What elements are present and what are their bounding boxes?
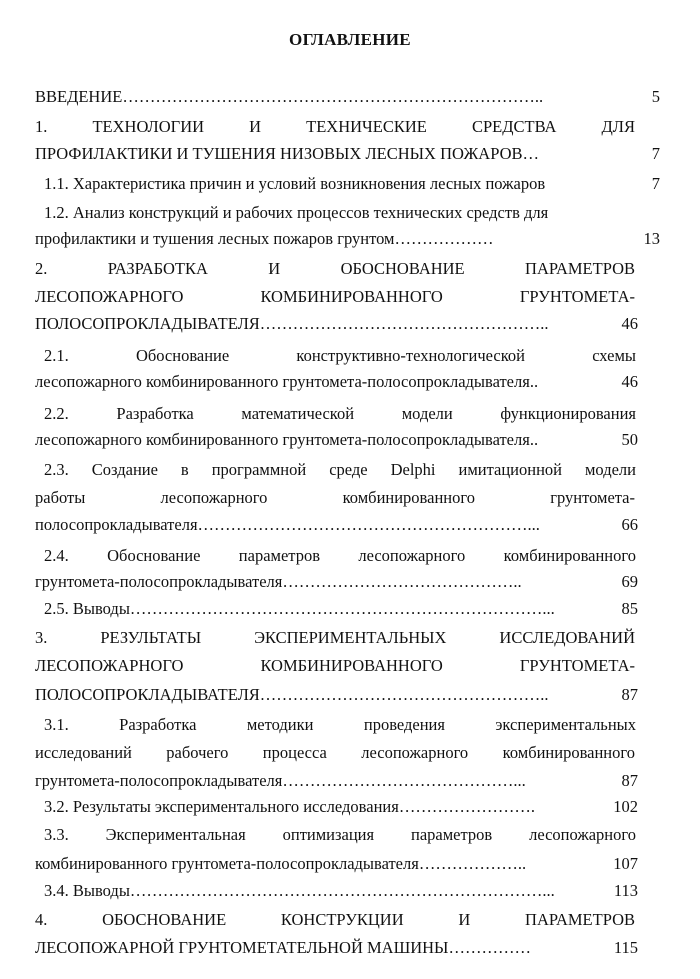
toc-entry-3-1-line2: исследований рабочего процесса лесопожарного комбинированного: [35, 743, 635, 762]
toc-entry-2-1-line1: 2.1. Обоснование конструктивно-технологической схемы: [44, 346, 636, 365]
toc-entry-ch1-line1: 1. ТЕХНОЛОГИИ И ТЕХНИЧЕСКИЕ СРЕДСТВА ДЛЯ: [35, 117, 635, 136]
toc-entry-2-5: 2.5. Выводы…………………………………………………………………...: [44, 599, 555, 618]
toc-entry-3-3-line2: комбинированного грунтомета-полосопрокладывателя………………..: [35, 854, 527, 873]
toc-entry-2-3-line2: работы лесопожарного комбинированного грунтомета-: [35, 488, 635, 507]
toc-entry-ch4-line2: ЛЕСОПОЖАРНОЙ ГРУНТОМЕТАТЕЛЬНОЙ МАШИНЫ……………: [35, 938, 531, 957]
toc-page-intro: 5: [651, 87, 660, 106]
toc-entry-3-4: 3.4. Выводы…………………………………………………………………...: [44, 881, 555, 900]
page-title: ОГЛАВЛЕНИЕ: [289, 30, 411, 49]
toc-page-2-1: 46: [621, 372, 638, 391]
toc-entry-ch2-line1: 2. РАЗРАБОТКА И ОБОСНОВАНИЕ ПАРАМЕТРОВ: [35, 259, 635, 278]
toc-page-1-2: 13: [643, 229, 660, 248]
toc-entry-2-3-line1: 2.3. Создание в программной среде Delphi имитационной модели: [44, 460, 636, 479]
toc-page-3-4: 113: [613, 881, 638, 900]
toc-page-ch2: 46: [621, 314, 638, 333]
toc-page-ch4: 115: [613, 938, 638, 957]
toc-entry-2-4-line2: грунтомета-полосопрокладывателя……………………………………..: [35, 572, 522, 591]
toc-page-2-5: 85: [621, 599, 638, 618]
toc-entry-2-3-line3: полосопрокладывателя……………………………………………………...: [35, 515, 540, 534]
toc-entry-intro: ВВЕДЕНИЕ…………………………………………………………………..: [35, 87, 544, 106]
toc-entry-1-2-line1: 1.2. Анализ конструкций и рабочих процессов технических средств для: [44, 203, 549, 222]
toc-page-ch3: 87: [621, 685, 638, 704]
toc-entry-3-3-line1: 3.3. Экспериментальная оптимизация параметров лесопожарного: [44, 825, 636, 844]
toc-entry-2-2-line1: 2.2. Разработка математической модели функционирования: [44, 404, 636, 423]
toc-entry-3-1-line1: 3.1. Разработка методики проведения экспериментальных: [44, 715, 636, 734]
toc-page-3-2: 102: [613, 797, 638, 816]
toc-entry-ch3-line1: 3. РЕЗУЛЬТАТЫ ЭКСПЕРИМЕНТАЛЬНЫХ ИССЛЕДОВАНИЙ: [35, 628, 635, 647]
toc-entry-2-1-line2: лесопожарного комбинированного грунтомета-полосопрокладывателя..: [35, 372, 539, 391]
toc-entry-3-1-line3: грунтомета-полосопрокладывателя……………………………………...: [35, 771, 526, 790]
toc-entry-2-4-line1: 2.4. Обоснование параметров лесопожарного комбинированного: [44, 546, 636, 565]
toc-page-2-3: 66: [621, 515, 638, 534]
toc-entry-ch3-line3: ПОЛОСОПРОКЛАДЫВАТЕЛЯ……………………………………………..: [35, 685, 549, 704]
toc-entry-ch2-line2: ЛЕСОПОЖАРНОГО КОМБИНИРОВАННОГО ГРУНТОМЕТА-: [35, 287, 635, 306]
toc-entry-1-1: 1.1. Характеристика причин и условий возникновения лесных пожаров: [44, 174, 546, 193]
toc-page-3-3: 107: [613, 854, 638, 873]
toc-page-ch1: 7: [651, 144, 660, 163]
toc-entry-ch4-line1: 4. ОБОСНОВАНИЕ КОНСТРУКЦИИ И ПАРАМЕТРОВ: [35, 910, 635, 929]
toc-page-1-1: 7: [651, 174, 660, 193]
toc-entry-ch3-line2: ЛЕСОПОЖАРНОГО КОМБИНИРОВАННОГО ГРУНТОМЕТА-: [35, 656, 635, 675]
toc-entry-ch2-line3: ПОЛОСОПРОКЛАДЫВАТЕЛЯ……………………………………………..: [35, 314, 549, 333]
toc-page-2-4: 69: [621, 572, 638, 591]
toc-entry-2-2-line2: лесопожарного комбинированного грунтомета-полосопрокладывателя..: [35, 430, 539, 449]
toc-page-3-1: 87: [621, 771, 638, 790]
toc-entry-ch1-line2: ПРОФИЛАКТИКИ И ТУШЕНИЯ НИЗОВЫХ ЛЕСНЫХ ПОЖАРОВ…: [35, 144, 539, 163]
toc-entry-3-2: 3.2. Результаты экспериментального исследования…………………….: [44, 797, 535, 816]
toc-page-2-2: 50: [621, 430, 638, 449]
toc-entry-1-2-line2: профилактики и тушения лесных пожаров грунтом………………: [35, 229, 494, 248]
